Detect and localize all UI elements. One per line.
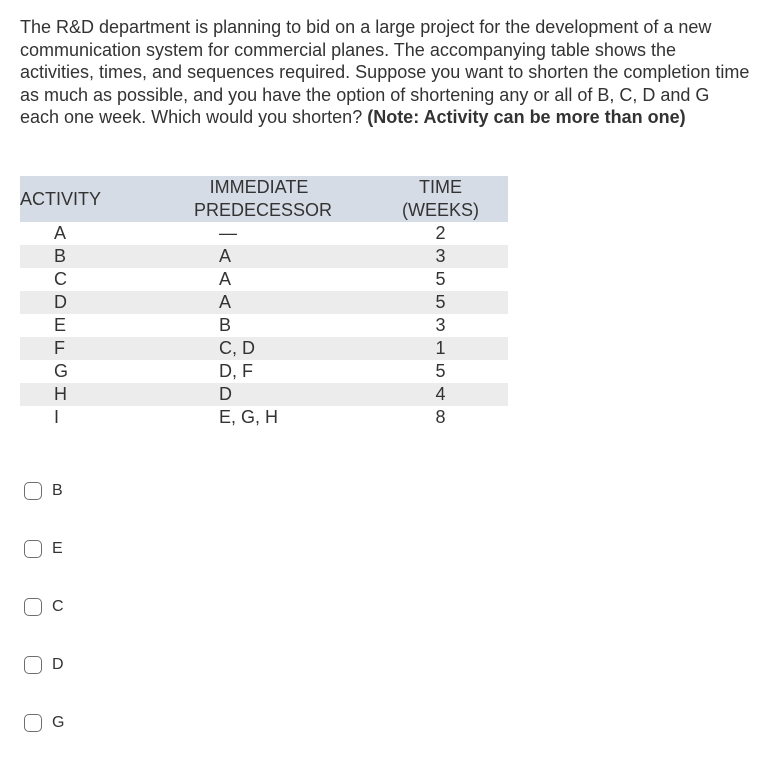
option-label: D bbox=[52, 656, 64, 673]
cell-predecessor: D, F bbox=[219, 361, 253, 381]
option-e[interactable] bbox=[24, 538, 64, 560]
table-row bbox=[20, 291, 508, 314]
activity-table bbox=[20, 176, 508, 429]
option-label: B bbox=[52, 482, 63, 499]
cell-predecessor: — bbox=[219, 223, 237, 243]
cell-time: 1 bbox=[373, 337, 508, 360]
answer-options bbox=[24, 480, 64, 770]
question-text bbox=[20, 16, 750, 129]
cell-activity: B bbox=[20, 245, 145, 268]
question-note: (Note: Activity can be more than one) bbox=[367, 107, 686, 127]
cell-predecessor: E, G, H bbox=[219, 407, 279, 427]
cell-time: 8 bbox=[435, 407, 446, 427]
question-body: The R&D department is planning to bid on a large project for the development of a new communication system for commercial planes. The accompanying table shows the activities, times, and sequences required. Suppose you want to shorten the completion time as much as possible, and you have the option of shortening any or all of B, C, D and G each one week. Which would you shorten? bbox=[20, 17, 750, 127]
cell-time: 5 bbox=[435, 361, 446, 381]
cell-predecessor: D bbox=[145, 383, 373, 406]
option-b[interactable] bbox=[24, 480, 64, 502]
cell-activity: F bbox=[20, 337, 145, 360]
option-c[interactable] bbox=[24, 596, 64, 618]
checkbox[interactable] bbox=[24, 540, 42, 558]
cell-time: 5 bbox=[435, 269, 446, 289]
table-row bbox=[20, 222, 508, 245]
table-row bbox=[20, 360, 508, 383]
option-d[interactable] bbox=[24, 654, 64, 676]
table-row bbox=[20, 314, 508, 337]
cell-predecessor: A bbox=[145, 245, 373, 268]
cell-activity: H bbox=[20, 383, 145, 406]
cell-predecessor: B bbox=[219, 315, 232, 335]
cell-activity: G bbox=[54, 361, 69, 381]
cell-predecessor: A bbox=[145, 291, 373, 314]
checkbox[interactable] bbox=[24, 598, 42, 616]
checkbox[interactable] bbox=[24, 714, 42, 732]
cell-activity: I bbox=[54, 407, 60, 427]
cell-predecessor: A bbox=[219, 269, 232, 289]
option-label: C bbox=[52, 598, 64, 615]
table-row bbox=[20, 406, 508, 429]
cell-activity: C bbox=[54, 269, 67, 289]
cell-time: 4 bbox=[373, 383, 508, 406]
cell-activity: D bbox=[20, 291, 145, 314]
cell-activity: A bbox=[54, 223, 67, 243]
cell-time: 5 bbox=[373, 291, 508, 314]
header-predecessor: IMMEDIATE PREDECESSOR bbox=[145, 176, 373, 222]
option-label: E bbox=[52, 540, 63, 557]
cell-predecessor: C, D bbox=[145, 337, 373, 360]
option-label: G bbox=[52, 714, 65, 731]
table-header-row bbox=[20, 176, 508, 222]
checkbox[interactable] bbox=[24, 656, 42, 674]
cell-time: 2 bbox=[435, 223, 446, 243]
checkbox[interactable] bbox=[24, 482, 42, 500]
cell-time: 3 bbox=[435, 315, 446, 335]
table-row bbox=[20, 383, 508, 406]
header-activity: ACTIVITY bbox=[20, 176, 145, 222]
table-row bbox=[20, 337, 508, 360]
table-row bbox=[20, 245, 508, 268]
header-time: TIME (WEEKS) bbox=[373, 176, 508, 222]
cell-activity: E bbox=[54, 315, 67, 335]
table-row bbox=[20, 268, 508, 291]
cell-time: 3 bbox=[373, 245, 508, 268]
option-g[interactable] bbox=[24, 712, 64, 734]
